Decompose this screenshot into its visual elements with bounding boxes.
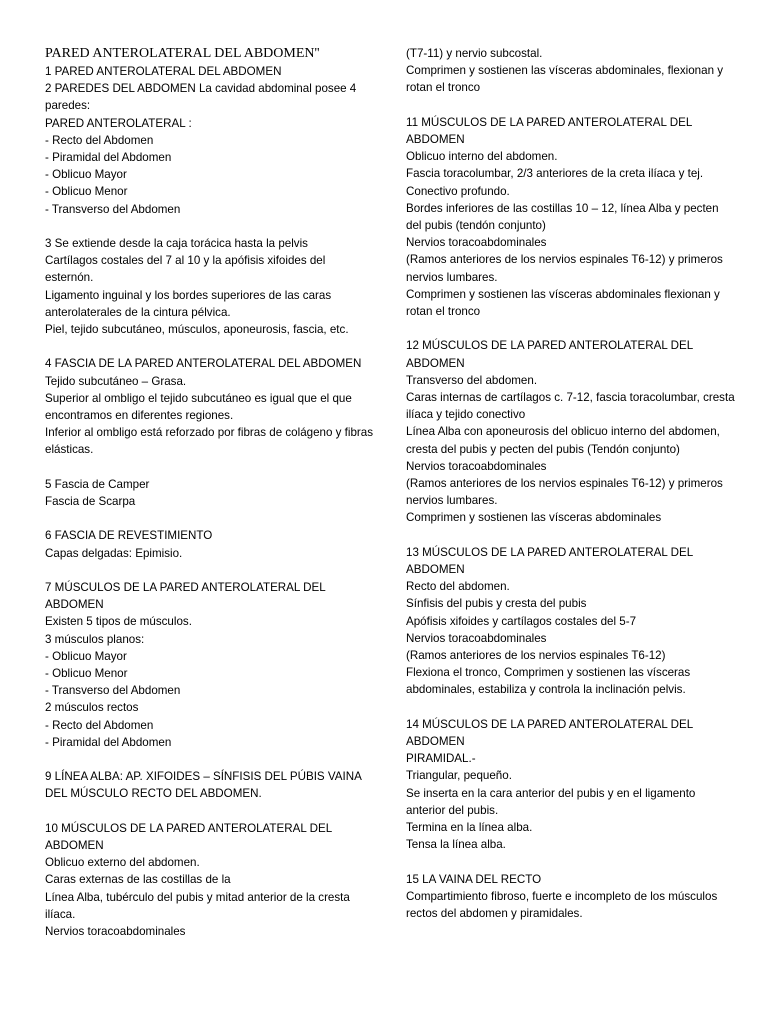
text-line: 9 LÍNEA ALBA: AP. XIFOIDES – SÍNFISIS DEL PÚBIS VAINA DEL MÚSCULO RECTO DEL ABDOMEN.: [45, 770, 362, 801]
text-line: Nervios toracoabdominales: [406, 459, 547, 473]
text-line: (Ramos anteriores de los nervios espinales T6-12) y primeros nervios lumbares.: [406, 253, 723, 284]
text-line: - Oblicuo Menor: [45, 185, 128, 199]
text-line: Flexiona el tronco, Comprimen y sostienen las vísceras abdominales, estabiliza y controla la inclinación pelvis.: [406, 666, 691, 697]
paragraph-gap: [45, 338, 375, 355]
text-line: Nervios toracoabdominales: [406, 236, 547, 250]
text-line: (T7-11) y nervio subcostal.: [406, 47, 543, 60]
text-line: 12 MÚSCULOS DE LA PARED ANTEROLATERAL DEL ABDOMEN: [406, 339, 693, 370]
document-title: PARED ANTEROLATERAL DEL ABDOMEN'': [45, 46, 320, 61]
text-line: Apófisis xifoides y cartílagos costales del 5-7: [406, 614, 637, 628]
text-line: 6 FASCIA DE REVESTIMIENTO: [45, 529, 213, 543]
text-line: Piel, tejido subcutáneo, músculos, aponeurosis, fascia, etc.: [45, 323, 349, 337]
text-line: Fascia toracolumbar, 2/3 anteriores de la creta ilíaca y tej. Conectivo profundo.: [406, 167, 704, 198]
text-line: Comprimen y sostienen las vísceras abdominales: [406, 511, 662, 525]
text-line: - Oblicuo Mayor: [45, 168, 127, 182]
text-line: 5 Fascia de Camper: [45, 477, 150, 491]
text-line: - Transverso del Abdomen: [45, 202, 181, 216]
text-line: 11 MÚSCULOS DE LA PARED ANTEROLATERAL DEL ABDOMEN: [406, 115, 692, 146]
paragraph-gap: [406, 699, 736, 716]
text-line: Cartílagos costales del 7 al 10 y la apófisis xifoides del esternón.: [45, 254, 326, 285]
text-line: Existen 5 tipos de músculos.: [45, 615, 192, 629]
paragraph-gap: [45, 562, 375, 579]
text-line: Sínfisis del pubis y cresta del pubis: [406, 597, 587, 611]
text-line: 15 LA VAINA DEL RECTO: [406, 872, 542, 886]
right-column: [406, 45, 736, 922]
text-line: Nervios toracoabdominales: [406, 631, 547, 645]
text-line: PARED ANTEROLATERAL :: [45, 116, 192, 130]
text-line: 7 MÚSCULOS DE LA PARED ANTEROLATERAL DEL ABDOMEN: [45, 581, 326, 612]
text-line: Triangular, pequeño.: [406, 769, 512, 783]
text-line: Superior al ombligo el tejido subcutáneo es igual que el que encontramos en diferentes regiones.: [45, 391, 352, 423]
text-line: Línea Alba, tubérculo del pubis y mitad anterior de la cresta ilíaca.: [45, 890, 350, 921]
text-line: Oblicuo interno del abdomen.: [406, 150, 558, 164]
text-line: - Transverso del Abdomen: [45, 684, 181, 698]
text-line: - Piramidal del Abdomen: [45, 151, 172, 165]
text-line: Bordes inferiores de las costillas 10 – 12, línea Alba y pecten del pubis (tendón conjunto): [406, 201, 719, 233]
text-line: 2 músculos rectos: [45, 701, 139, 715]
text-line: - Recto del Abdomen: [45, 133, 154, 147]
text-line: 3 Se extiende desde la caja torácica hasta la pelvis: [45, 237, 308, 251]
text-line: Fascia de Scarpa: [45, 495, 136, 509]
text-line: Comprimen y sostienen las vísceras abdominales, flexionan y rotan el tronco: [406, 64, 724, 95]
paragraph-gap: [45, 751, 375, 768]
text-line: PIRAMIDAL.-: [406, 752, 476, 766]
text-line: Comprimen y sostienen las vísceras abdominales flexionan y rotan el tronco: [406, 287, 720, 319]
text-line: Tejido subcutáneo – Grasa.: [45, 374, 187, 388]
paragraph-gap: [45, 218, 375, 235]
text-line: Se inserta en la cara anterior del pubis y en el ligamento anterior del pubis.: [406, 786, 696, 817]
paragraph-gap: [406, 320, 736, 337]
text-line: Oblicuo externo del abdomen.: [45, 856, 200, 870]
text-line: 2 PAREDES DEL ABDOMEN La cavidad abdominal posee 4 paredes:: [45, 82, 357, 113]
text-line: Recto del abdomen.: [406, 580, 510, 594]
text-line: - Oblicuo Mayor: [45, 649, 127, 663]
text-line: Caras externas de las costillas de la: [45, 873, 231, 887]
paragraph-gap: [45, 803, 375, 820]
text-line: Línea Alba con aponeurosis del oblicuo interno del abdomen, cresta del pubis y pecten del pubis (Tendón conjunto): [406, 425, 720, 456]
paragraph-gap: [406, 527, 736, 544]
text-line: Termina en la línea alba.: [406, 821, 533, 835]
paragraph-gap: [406, 97, 736, 114]
text-line: 3 músculos planos:: [45, 632, 145, 646]
text-line: Capas delgadas: Epimisio.: [45, 546, 183, 560]
text-line: (Ramos anteriores de los nervios espinales T6-12) y primeros nervios lumbares.: [406, 477, 723, 508]
paragraph-gap: [45, 510, 375, 527]
text-line: Transverso del abdomen.: [406, 373, 538, 387]
text-line: 10 MÚSCULOS DE LA PARED ANTEROLATERAL DEL ABDOMEN: [45, 821, 332, 853]
text-line: 13 MÚSCULOS DE LA PARED ANTEROLATERAL DEL ABDOMEN: [406, 545, 693, 577]
text-line: Nervios toracoabdominales: [45, 925, 186, 939]
text-line: 1 PARED ANTEROLATERAL DEL ABDOMEN: [45, 65, 282, 78]
text-line: (Ramos anteriores de los nervios espinales T6-12): [406, 649, 666, 663]
text-line: Compartimiento fibroso, fuerte e incompleto de los músculos rectos del abdomen y piramidales.: [406, 889, 718, 921]
text-line: 14 MÚSCULOS DE LA PARED ANTEROLATERAL DEL ABDOMEN: [406, 717, 693, 749]
paragraph-gap: [45, 459, 375, 476]
text-line: - Oblicuo Menor: [45, 667, 128, 681]
left-column: [45, 45, 375, 940]
text-line: Ligamento inguinal y los bordes superiores de las caras anterolaterales de la cintura pélvica.: [45, 288, 332, 319]
paragraph-gap: [406, 853, 736, 870]
text-line: - Recto del Abdomen: [45, 718, 154, 732]
text-line: Tensa la línea alba.: [406, 838, 506, 852]
text-line: - Piramidal del Abdomen: [45, 735, 172, 749]
text-line: 4 FASCIA DE LA PARED ANTEROLATERAL DEL ABDOMEN: [45, 357, 362, 371]
text-line: Caras internas de cartílagos c. 7-12, fascia toracolumbar, cresta ilíaca y tejido conectivo: [406, 391, 735, 422]
text-line: Inferior al ombligo está reforzado por fibras de colágeno y fibras elásticas.: [45, 426, 374, 457]
